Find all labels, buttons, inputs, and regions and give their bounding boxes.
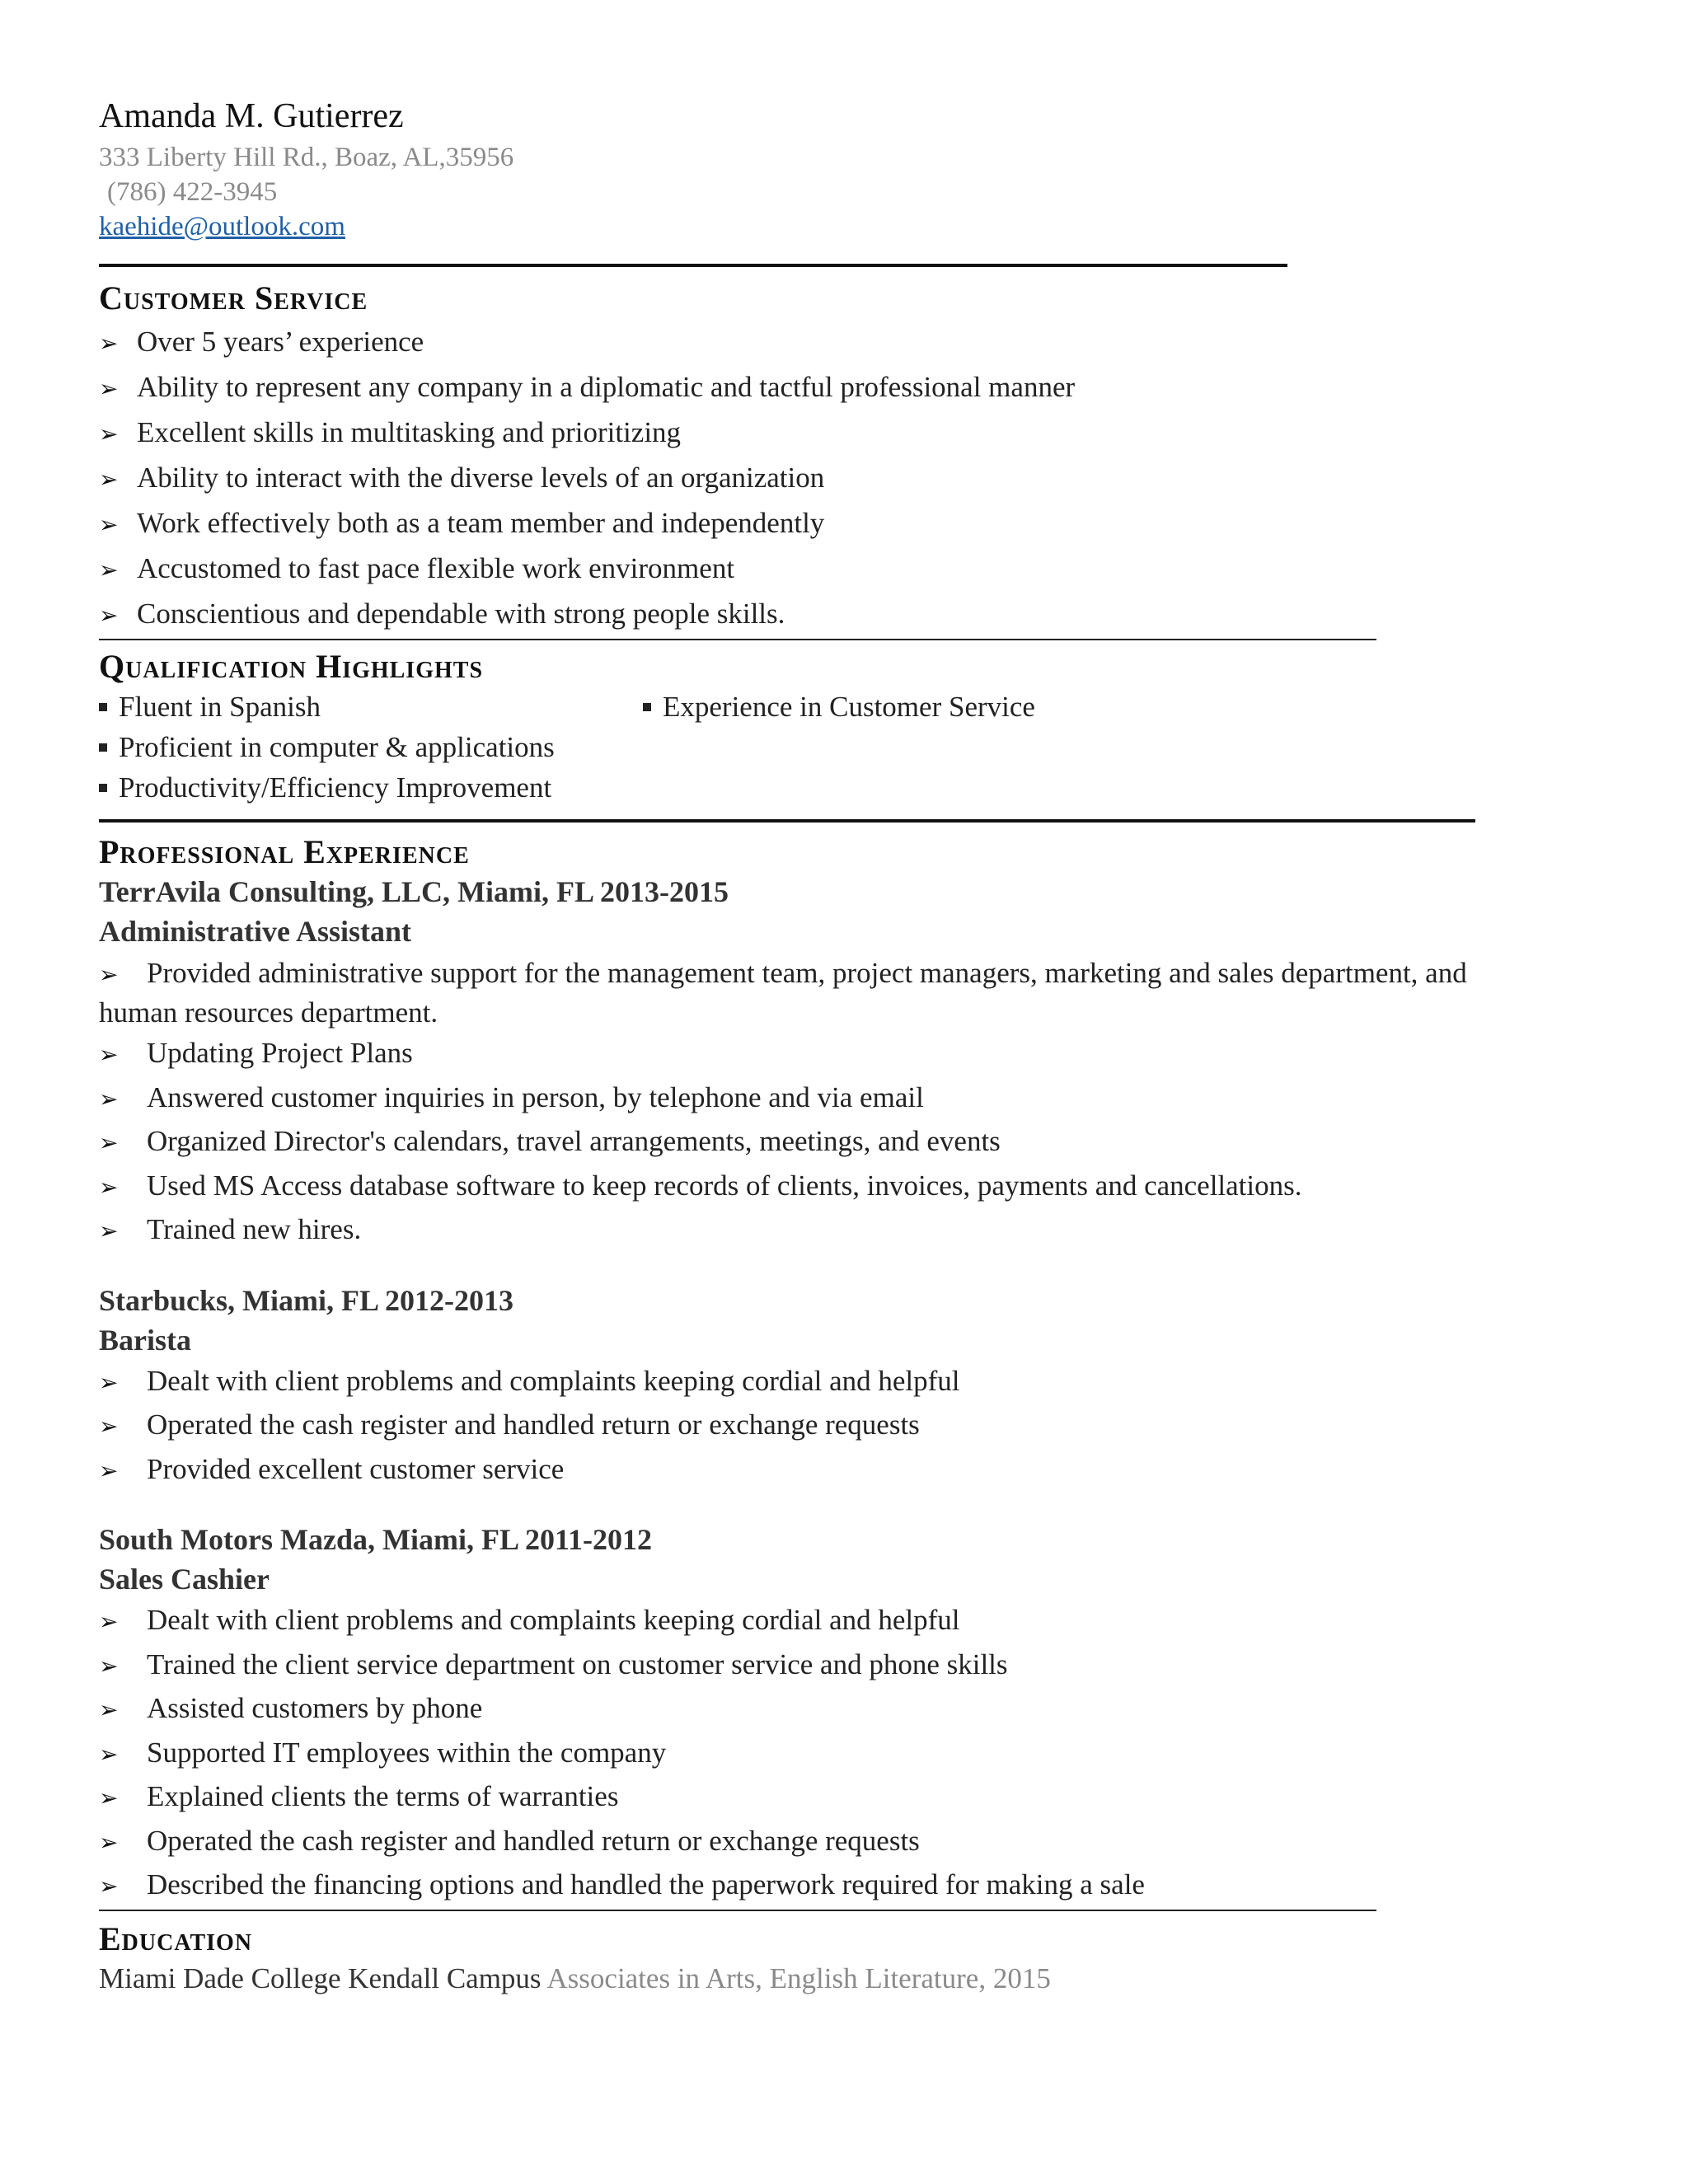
arrow-bullet-icon: ➢	[99, 1872, 119, 1900]
arrow-bullet-icon: ➢	[99, 1085, 119, 1113]
arrow-bullet-icon: ➢	[99, 1173, 119, 1201]
arrow-bullet-icon: ➢	[99, 1652, 119, 1680]
list-item: ➢ Operated the cash register and handled return or exchange requests	[99, 1820, 1500, 1864]
list-item: ➢ Accustomed to fast pace flexible work environment	[99, 546, 1500, 592]
arrow-bullet-icon: ➢	[99, 1456, 119, 1484]
job-company: Starbucks, Miami, FL 2012-2013	[99, 1283, 514, 1317]
address: 333 Liberty Hill Rd., Boaz, AL,35956	[99, 143, 514, 173]
job-duties-list	[99, 1599, 1500, 1908]
arrow-bullet-icon: ➢	[99, 1413, 119, 1441]
section-title-education: Education	[99, 1919, 253, 1957]
education-section	[99, 1919, 1500, 1999]
job-title: Sales Cashier	[99, 1563, 270, 1596]
divider-header	[99, 264, 1287, 267]
list-item: ➢ Supported IT employees within the company	[99, 1732, 1500, 1776]
square-bullet-icon	[643, 703, 651, 711]
list-item: ➢ Updating Project Plans	[99, 1032, 1500, 1076]
list-item: ➢ Answered customer inquiries in person, by telephone and via email	[99, 1076, 1500, 1121]
arrow-bullet-icon: ➢	[99, 511, 119, 539]
arrow-bullet-icon: ➢	[99, 1608, 119, 1636]
list-item: ➢ Explained clients the terms of warranties	[99, 1775, 1500, 1820]
arrow-bullet-icon: ➢	[99, 1828, 119, 1856]
divider-qualifications	[99, 819, 1475, 823]
job-duties-list	[99, 1360, 1500, 1493]
experience-section	[99, 832, 1500, 1908]
qualification-item: Experience in Customer Service	[643, 687, 1220, 727]
list-item: ➢ Conscientious and dependable with strong people skills.	[99, 592, 1500, 637]
section-title-customer-service: Customer Service	[99, 279, 368, 317]
list-item: ➢ Provided administrative support for the management team, project managers, marketing and sales department, and human resources department.	[99, 957, 1467, 1029]
arrow-bullet-icon: ➢	[99, 420, 119, 448]
job-company: South Motors Mazda, Miami, FL 2011-2012	[99, 1523, 652, 1557]
list-item: ➢ Over 5 years’ experience	[99, 320, 1500, 365]
education-school: Miami Dade College Kendall Campus	[99, 1961, 542, 1994]
job-entry	[99, 872, 1500, 1253]
list-item: ➢ Dealt with client problems and complaints keeping cordial and helpful	[99, 1360, 1500, 1404]
list-item: ➢ Assisted customers by phone	[99, 1687, 1500, 1732]
list-item: ➢ Provided excellent customer service	[99, 1448, 1500, 1493]
qualification-item: Productivity/Efficiency Improvement	[99, 767, 643, 808]
arrow-bullet-icon: ➢	[99, 1740, 119, 1768]
arrow-bullet-icon: ➢	[99, 602, 119, 630]
divider-experience	[99, 1910, 1376, 1911]
divider-customer-service	[99, 639, 1376, 640]
list-item: ➢ Operated the cash register and handled return or exchange requests	[99, 1404, 1500, 1448]
list-item: ➢ Dealt with client problems and complaints keeping cordial and helpful	[99, 1599, 1500, 1643]
arrow-bullet-icon: ➢	[99, 556, 119, 584]
square-bullet-icon	[99, 784, 107, 792]
arrow-bullet-icon: ➢	[99, 1696, 119, 1724]
qualification-section	[99, 647, 1500, 808]
job-title: Administrative Assistant	[99, 915, 412, 949]
list-item: ➢ Ability to interact with the diverse levels of an organization	[99, 456, 1500, 501]
arrow-bullet-icon: ➢	[99, 1041, 119, 1069]
job-title: Barista	[99, 1323, 191, 1357]
list-item: ➢ Trained the client service department on customer service and phone skills	[99, 1643, 1500, 1688]
customer-service-section	[99, 279, 1500, 637]
list-item: ➢ Work effectively both as a team member and independently	[99, 501, 1500, 546]
list-item: ➢ Organized Director's calendars, travel arrangements, meetings, and events	[99, 1120, 1500, 1165]
arrow-bullet-icon: ➢	[99, 1129, 119, 1157]
section-title-qualifications: Qualification Highlights	[99, 648, 484, 686]
education-degree: Associates in Arts, English Literature, 2015	[546, 1961, 1051, 1994]
list-item: ➢ Ability to represent any company in a diplomatic and tactful professional manner	[99, 365, 1500, 410]
resume-header	[99, 97, 1500, 244]
arrow-bullet-icon: ➢	[99, 961, 119, 989]
resume-page	[99, 97, 1500, 1999]
job-entry	[99, 1281, 1500, 1493]
section-title-experience: Professional Experience	[99, 833, 470, 871]
education-entry	[99, 1959, 1500, 1999]
qualification-item: Proficient in computer & applications	[99, 727, 643, 767]
qualification-item: Fluent in Spanish	[99, 687, 643, 727]
list-item: ➢ Used MS Access database software to keep records of clients, invoices, payments and cancellations.	[99, 1165, 1500, 1209]
candidate-name: Amanda M. Gutierrez	[99, 97, 404, 135]
job-duties-list	[99, 951, 1500, 1253]
list-item: ➢ Trained new hires.	[99, 1208, 1500, 1253]
list-item: ➢ Excellent skills in multitasking and prioritizing	[99, 410, 1500, 456]
arrow-bullet-icon: ➢	[99, 375, 119, 403]
customer-service-list	[99, 320, 1500, 637]
square-bullet-icon	[99, 743, 107, 752]
arrow-bullet-icon: ➢	[99, 1217, 119, 1245]
arrow-bullet-icon: ➢	[99, 1784, 119, 1812]
job-company: TerrAvila Consulting, LLC, Miami, FL 2013-2015	[99, 875, 729, 909]
arrow-bullet-icon: ➢	[99, 330, 119, 358]
arrow-bullet-icon: ➢	[99, 1368, 119, 1396]
list-item: ➢ Described the financing options and handled the paperwork required for making a sale	[99, 1863, 1500, 1908]
phone-number: (786) 422-3945	[107, 177, 278, 208]
email-link[interactable]: kaehide@outlook.com	[99, 212, 345, 242]
qualification-grid	[99, 687, 1500, 808]
arrow-bullet-icon: ➢	[99, 466, 119, 494]
square-bullet-icon	[99, 703, 107, 711]
job-entry	[99, 1520, 1500, 1908]
